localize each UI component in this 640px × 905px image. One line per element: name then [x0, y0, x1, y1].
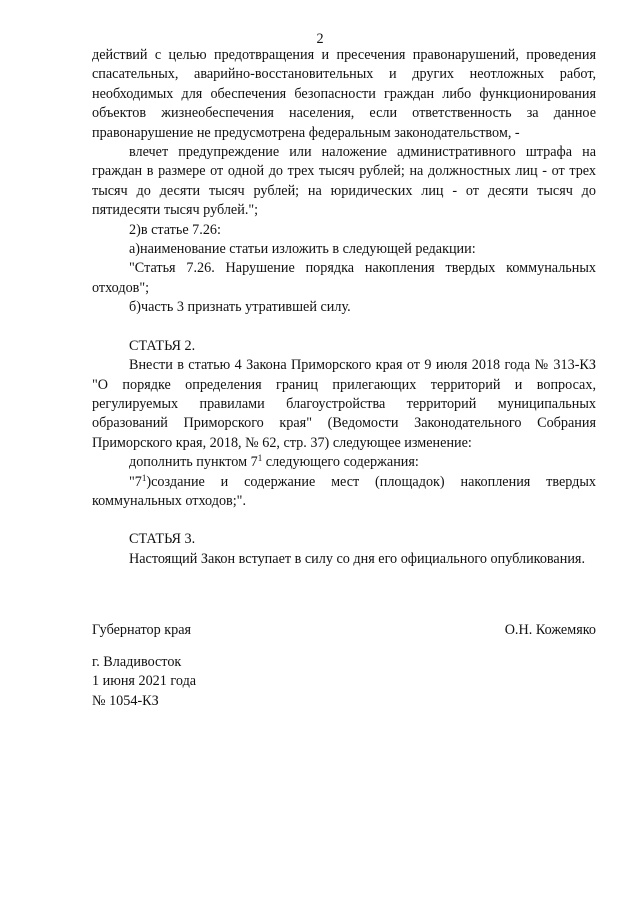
signatory-name: О.Н. Кожемяко — [504, 622, 596, 638]
document-meta — [92, 653, 392, 711]
article-3-title: СТАТЬЯ 3. — [129, 531, 196, 548]
paragraph: влечет предупреждение или наложение административного штрафа на граждан в размере от одной до трех тысяч рублей; на должностных лиц - от трех тысяч до десяти тысяч рублей; на юридических лиц - от десяти тысяч до пятидесяти тысяч рублей."; — [92, 144, 596, 219]
law-number: № 1054-КЗ — [92, 692, 159, 709]
paragraph: а)наименование статьи изложить в следующей редакции: — [129, 241, 476, 258]
article-2-title: СТАТЬЯ 2. — [129, 337, 196, 354]
paragraph: 2)в статье 7.26: — [129, 221, 221, 238]
paragraph: б)часть 3 признать утратившей силу. — [129, 299, 351, 316]
paragraph: действий с целью предотвращения и пресечения правонарушений, проведения спасательных, аварийно-восстановительных и других неотложных работ, необходимых для обеспечения безопасности граждан либо функционирования объектов жизнеобеспечения населения, если ответственность за данное правонарушение не предусмотрена федеральным законодательством, - — [92, 47, 596, 141]
paragraph: "$7^1)создание$ и содержание мест (площадок) накопления твердых коммунальных отходов;". — [92, 472, 596, 509]
signatory-position: Губернатор края — [92, 622, 192, 638]
date: 1 июня 2021 года — [92, 673, 197, 690]
paragraph: Внести в статью 4 Закона Приморского края от 9 июля 2018 года № 313-КЗ "О порядке определения границ прилегающих территорий и вопросах, регулируемых правилами благоустройства территорий муниципальных образований Приморского края" (Ведомости Законодательного Собрания Приморского края, 2018, № 62, стр. 37) следующее изменение: — [92, 357, 596, 451]
paragraph: Настоящий Закон вступает в силу со дня его официального опубликования. — [129, 550, 585, 567]
paragraph: дополнить пунктом $7^1$ следующего содержания: — [129, 453, 419, 471]
signature-block — [92, 621, 596, 641]
paragraph: "Статья 7.26. Нарушение порядка накопления твердых коммунальных отходов"; — [92, 260, 596, 296]
document-body — [92, 46, 596, 569]
page-number: 2 — [316, 31, 324, 47]
city: г. Владивосток — [92, 654, 182, 670]
